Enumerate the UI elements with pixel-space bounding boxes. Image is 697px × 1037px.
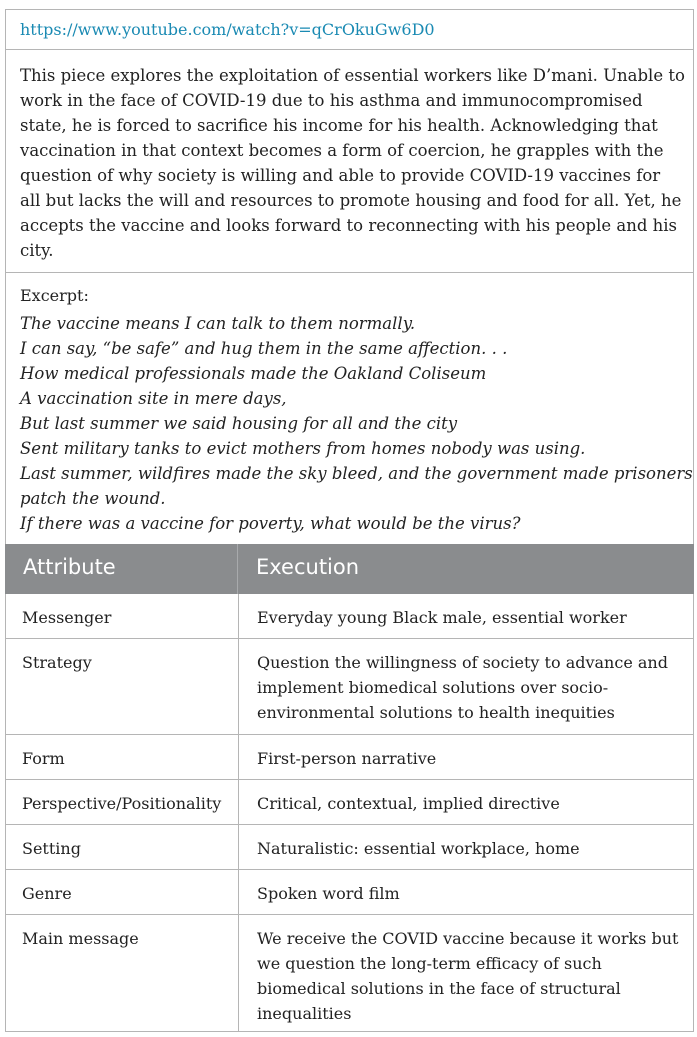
header-execution: Execution	[256, 555, 360, 579]
attribute-table	[5, 544, 694, 1032]
excerpt-line: A vaccination site in mere days,	[20, 389, 287, 408]
execution-cell: Naturalistic: essential workplace, home	[257, 839, 580, 858]
excerpt-line: How medical professionals made the Oakland Coliseum	[20, 364, 487, 383]
excerpt-line: patch the wound.	[20, 489, 166, 508]
excerpt-line: I can say, “be safe” and hug them in the same affection. . .	[20, 339, 508, 358]
column-divider	[238, 915, 239, 1031]
execution-cell: We receive the COVID vaccine because it works but we question the long-term efficacy of such biomedical solutions in the face of structural inequalities	[257, 929, 679, 1023]
attribute-cell: Setting	[22, 839, 81, 858]
attribute-cell: Perspective/Positionality	[22, 794, 222, 813]
table-row	[5, 870, 694, 915]
column-divider	[238, 735, 239, 779]
excerpt-line: But last summer we said housing for all and the city	[20, 414, 458, 433]
column-divider	[238, 594, 239, 638]
column-divider	[238, 870, 239, 914]
excerpt-lines	[20, 311, 693, 536]
table-row	[5, 780, 694, 825]
header-divider	[237, 544, 238, 594]
execution-cell: Spoken word film	[257, 884, 400, 903]
excerpt-label: Excerpt:	[20, 286, 89, 305]
attribute-cell: Main message	[22, 929, 139, 948]
column-divider	[238, 780, 239, 824]
excerpt-line: Last summer, wildfires made the sky bleed, and the government made prisoners	[20, 464, 693, 483]
excerpt-line: Sent military tanks to evict mothers from homes nobody was using.	[20, 439, 586, 458]
execution-cell: Critical, contextual, implied directive	[257, 794, 560, 813]
summary-cell	[5, 49, 694, 272]
table-header	[5, 544, 694, 594]
summary-text: This piece explores the exploitation of essential workers like D’mani. Unable to work in the face of COVID-19 due to his asthma and immunocompromised state, he is forced to sacrifice his income for his health. Acknowledging that vaccination in that context becomes a form of coercion, he grapples with the question of why society is willing and able to provide COVID-19 vaccines for all but lacks the will and resources to promote housing and food for all. Yet, he accepts the vaccine and looks forward to reconnecting with his people and his city.	[20, 66, 685, 260]
attribute-cell: Messenger	[22, 608, 112, 627]
execution-cell: First-person narrative	[257, 749, 437, 768]
excerpt-line: The vaccine means I can talk to them normally.	[20, 314, 416, 333]
table-row	[5, 825, 694, 870]
execution-cell: Everyday young Black male, essential worker	[257, 608, 627, 627]
execution-cell: Question the willingness of society to advance and implement biomedical solutions over socio-environmental solutions to health inequities	[257, 653, 668, 722]
excerpt-line: If there was a vaccine for poverty, what would be the virus?	[20, 514, 521, 533]
youtube-link[interactable]: https://www.youtube.com/watch?v=qCrOkuGw6D0	[20, 20, 435, 39]
column-divider	[238, 639, 239, 734]
header-attribute: Attribute	[23, 555, 116, 579]
url-cell	[5, 9, 694, 49]
attribute-cell: Form	[22, 749, 65, 768]
excerpt-cell	[5, 272, 694, 544]
table-row	[5, 735, 694, 780]
table-row	[5, 639, 694, 735]
table-row	[5, 915, 694, 1032]
table-row	[5, 594, 694, 639]
column-divider	[238, 825, 239, 869]
attribute-cell: Genre	[22, 884, 72, 903]
attribute-cell: Strategy	[22, 653, 92, 672]
